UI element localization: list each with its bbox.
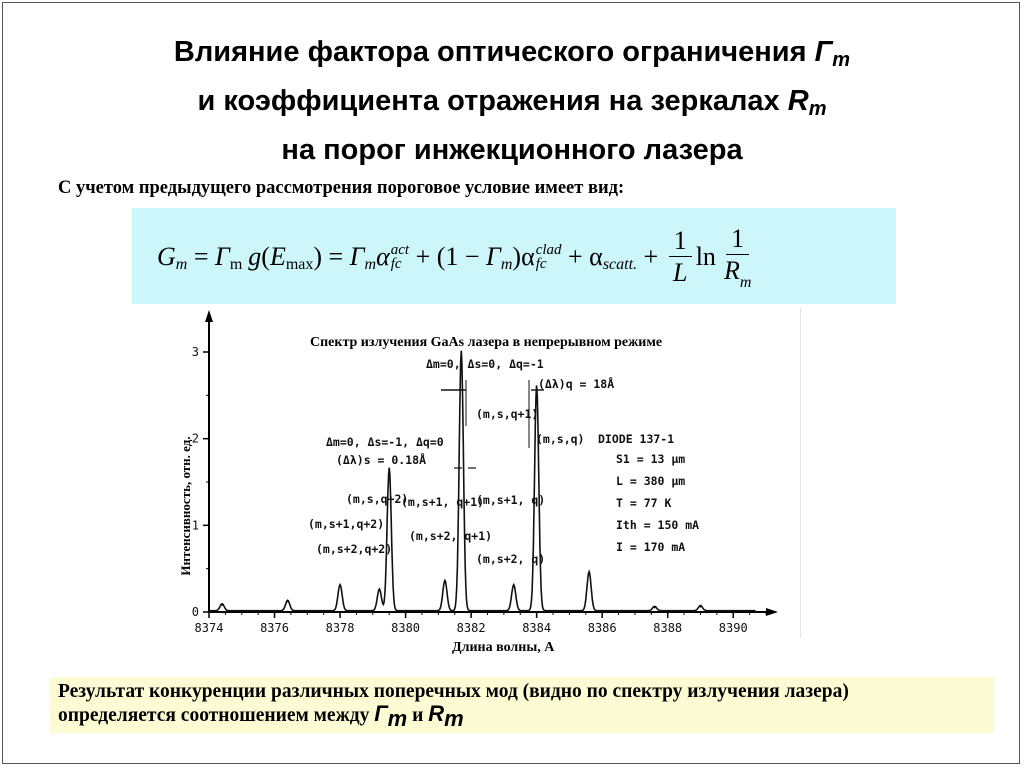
slide-title	[0, 32, 1024, 171]
x-tick-label: 8378	[325, 621, 355, 635]
chart-annotation: L = 380 μm	[616, 474, 686, 488]
spectrum-peak-point	[221, 604, 223, 606]
fraction-one-over-Rm: $\frac{1}{R_m}$	[723, 223, 752, 291]
chart-annotation: Δm=0, Δs=0, Δq=-1	[426, 357, 544, 371]
title-line-2: и коэффициента отражения на зеркалах $R_m$	[197, 85, 827, 120]
intro-text: С учетом предыдущего рассмотрения пороговое условие имеет вид:	[58, 178, 625, 198]
spectrum-peak-point	[513, 585, 515, 587]
spectrum-peak-point	[460, 351, 462, 353]
threshold-formula: G m = Γ m g ( E max ) = Γ m α act fc + (1 − Γ m )α clad fc + α scatt. + $\frac{1}{L}$ ln $\frac{1}{R_m}$	[157, 222, 759, 292]
y-tick-label: 0	[191, 605, 199, 619]
chart-annotation: Δm=0, Δs=-1, Δq=0	[326, 435, 444, 449]
x-tick-label: 8390	[718, 621, 748, 635]
chart-annotation: (m,s,q+2)	[346, 492, 409, 506]
title-line-3: на порог инжекционного лазера	[281, 134, 743, 166]
spectrum-peak-point	[287, 601, 289, 603]
title-line-1: Влияние фактора оптического ограничения $\Gamma_m$	[173, 36, 851, 71]
chart-annotation: (Δλ)s = 0.18Å	[336, 453, 427, 467]
chart-annotation: (m,s+2, q)	[476, 552, 546, 566]
conclusion-text: Результат конкуренции различных поперечных мод (видно по спектру излучения лазера) определяется соотношением между $\Gamma_m$ и $R_m$	[58, 681, 849, 731]
spectrum-peak-point	[654, 607, 656, 609]
y-tick-label: 1	[191, 518, 199, 533]
x-tick-label: 8388	[653, 621, 683, 635]
chart-annotation: S1 = 13 μm	[616, 452, 686, 466]
chart-annotation: Ith = 150 mA	[616, 518, 700, 532]
chart-y-label: Интенсивность, отн. ед.	[178, 436, 193, 576]
chart-annotation: T = 77 K	[616, 496, 672, 510]
y-tick-label: 2	[191, 431, 199, 446]
spectrum-peak-point	[379, 590, 381, 592]
chart-title: Спектр излучения GaAs лазера в непрерывном режиме	[310, 335, 663, 350]
x-tick-label: 8376	[260, 621, 289, 635]
y-axis-arrow	[205, 310, 213, 322]
chart-annotation: (m,s+2, q+1)	[409, 529, 493, 543]
x-tick-label: 8386	[587, 621, 617, 635]
chart-x-label: Длина волны, А	[452, 640, 555, 655]
spectrum-peak-point	[339, 585, 341, 587]
spectrum-peak-point	[700, 606, 702, 608]
chart-annotation: DIODE 137-1	[598, 432, 675, 446]
formula-box	[132, 208, 896, 304]
spectrum-chart	[176, 308, 800, 638]
chart-annotation: (m,s+1, q+1)	[401, 495, 485, 509]
x-axis-arrow	[766, 608, 778, 616]
y-tick-label: 3	[191, 345, 199, 359]
chart-annotation: (m,s+1,q+2)	[308, 517, 385, 531]
chart-annotation: I = 170 mA	[616, 540, 686, 554]
spectrum-peak-point	[588, 572, 590, 574]
chart-annotation: (m,s+1, q)	[476, 493, 546, 507]
x-tick-label: 8380	[391, 621, 421, 635]
x-tick-label: 8374	[194, 621, 224, 635]
x-tick-label: 8384	[522, 621, 552, 635]
fraction-one-over-L: $\frac{1}{L}$	[669, 226, 692, 289]
spectrum-figure	[176, 308, 801, 638]
chart-annotation: (Δλ)q = 18Å	[538, 377, 615, 391]
chart-annotation: (m,s+2,q+2)	[316, 542, 393, 556]
spectrum-peak-point	[388, 468, 390, 470]
spectrum-peak-point	[444, 581, 446, 583]
conclusion-box	[50, 677, 994, 733]
x-tick-label: 8382	[456, 621, 486, 635]
chart-annotation: (m,s,q)	[536, 432, 585, 446]
chart-annotation: (m,s,q+1)	[476, 407, 539, 421]
